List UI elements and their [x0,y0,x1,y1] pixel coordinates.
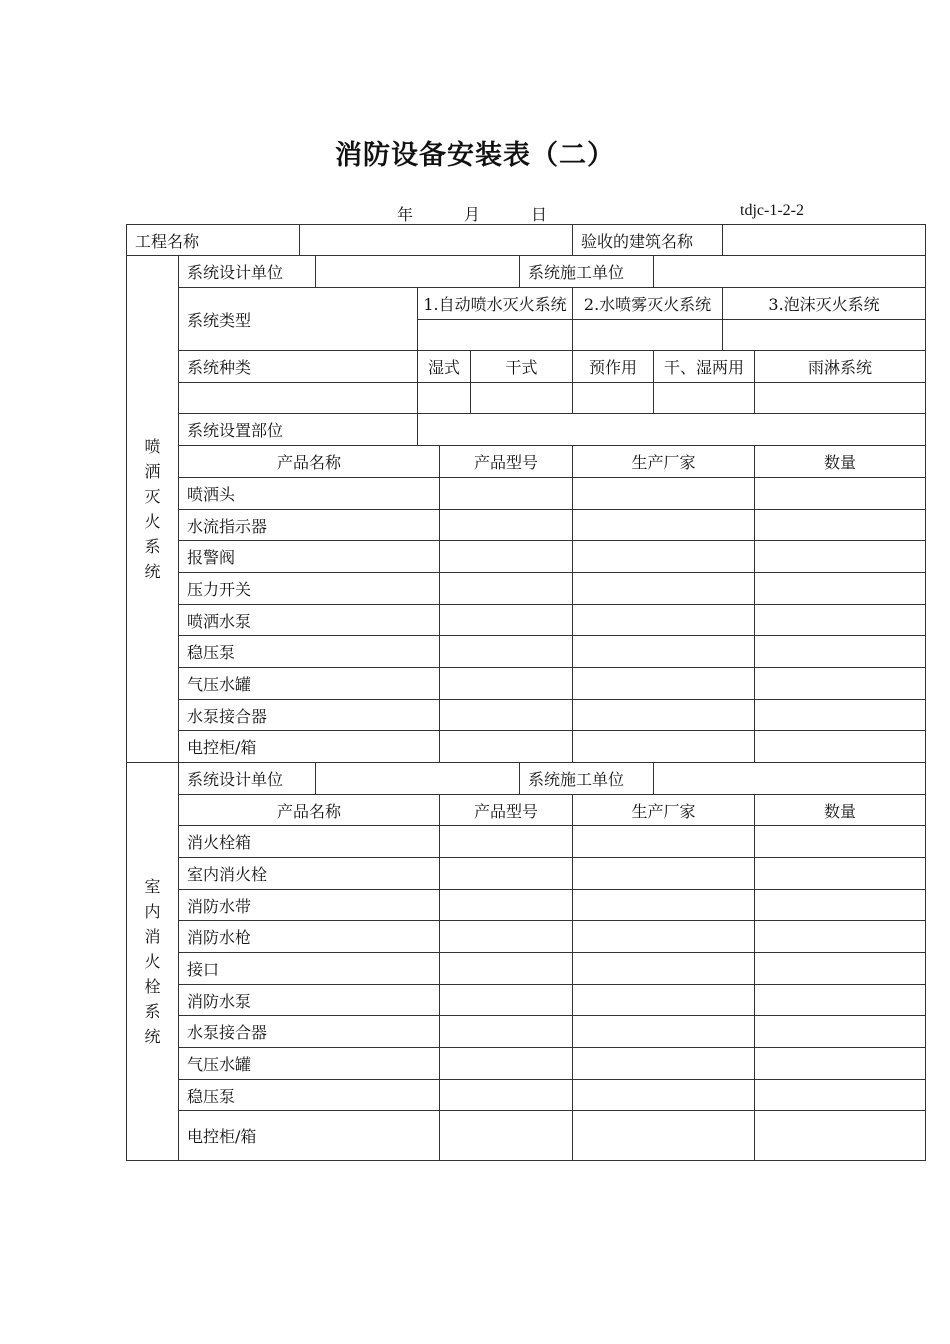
hydrant-section-label: 室内消火栓系统 [127,763,179,1161]
product-model-cell[interactable] [440,858,573,890]
quantity-cell[interactable] [755,573,926,605]
product-name-cell: 稳压泵 [179,1080,440,1111]
hydrant-design-unit-field[interactable] [316,763,520,795]
product-model-cell[interactable] [440,573,573,605]
manufacturer-cell[interactable] [573,510,755,541]
product-name-cell: 喷洒头 [179,478,440,510]
product-model-cell[interactable] [440,636,573,668]
column-header-product-model: 产品型号 [440,795,573,826]
table-row [127,1016,926,1048]
product-name-cell: 消防水泵 [179,985,440,1016]
product-name-cell: 压力开关 [179,573,440,605]
manufacturer-cell[interactable] [573,541,755,573]
table-row [127,826,926,858]
product-model-cell[interactable] [440,605,573,636]
product-name-cell: 气压水罐 [179,668,440,700]
product-model-cell[interactable] [440,1048,573,1080]
product-name-cell: 水泵接合器 [179,700,440,731]
manufacturer-cell[interactable] [573,826,755,858]
building-name-field[interactable] [723,225,926,256]
manufacturer-cell[interactable] [573,1080,755,1111]
product-model-cell[interactable] [440,890,573,921]
product-model-cell[interactable] [440,510,573,541]
product-name-cell: 气压水罐 [179,1048,440,1080]
table-row [127,921,926,953]
manufacturer-cell[interactable] [573,921,755,953]
manufacturer-cell[interactable] [573,636,755,668]
manufacturer-cell[interactable] [573,1111,755,1161]
product-model-cell[interactable] [440,700,573,731]
sprinkler-construction-unit-label: 系统施工单位 [520,256,654,288]
product-name-cell: 水流指示器 [179,510,440,541]
product-model-cell[interactable] [440,731,573,763]
product-model-cell[interactable] [440,478,573,510]
system-kind-field-deluge[interactable] [755,383,926,414]
product-name-cell: 喷洒水泵 [179,605,440,636]
product-name-cell: 报警阀 [179,541,440,573]
product-name-cell: 电控柜/箱 [179,1111,440,1161]
quantity-cell[interactable] [755,826,926,858]
product-model-cell[interactable] [440,1016,573,1048]
product-model-cell[interactable] [440,541,573,573]
quantity-cell[interactable] [755,953,926,985]
manufacturer-cell[interactable] [573,573,755,605]
manufacturer-cell[interactable] [573,1016,755,1048]
manufacturer-cell[interactable] [573,953,755,985]
column-header-manufacturer: 生产厂家 [573,446,755,478]
table-row [127,668,926,700]
column-header-manufacturer: 生产厂家 [573,795,755,826]
hydrant-construction-unit-label: 系统施工单位 [520,763,654,795]
quantity-cell[interactable] [755,478,926,510]
table-row [127,1048,926,1080]
table-row [127,731,926,763]
product-name-cell: 水泵接合器 [179,1016,440,1048]
quantity-cell[interactable] [755,921,926,953]
manufacturer-cell[interactable] [573,858,755,890]
table-row [127,573,926,605]
form-code: tdjc-1-2-2 [740,202,804,219]
page-title: 消防设备安装表（二） [335,140,615,171]
equipment-form-table [126,224,926,1161]
quantity-cell[interactable] [755,985,926,1016]
product-model-cell[interactable] [440,953,573,985]
product-name-cell: 稳压泵 [179,636,440,668]
table-row [127,1080,926,1111]
system-kind-field-preaction[interactable] [573,383,654,414]
quantity-cell[interactable] [755,890,926,921]
system-kind-deluge: 雨淋系统 [755,351,926,383]
manufacturer-cell[interactable] [573,668,755,700]
product-model-cell[interactable] [440,826,573,858]
quantity-cell[interactable] [755,605,926,636]
table-row [127,890,926,921]
product-model-cell[interactable] [440,668,573,700]
quantity-cell[interactable] [755,541,926,573]
quantity-cell[interactable] [755,700,926,731]
system-type-option-water-spray: 2.水喷雾灭火系统 [573,288,723,320]
hydrant-construction-unit-field[interactable] [654,763,926,795]
quantity-cell[interactable] [755,510,926,541]
column-header-product-name: 产品名称 [179,795,440,826]
product-name-cell: 接口 [179,953,440,985]
project-name-label: 工程名称 [127,225,300,256]
quantity-cell[interactable] [755,858,926,890]
building-name-label: 验收的建筑名称 [573,225,723,256]
system-type-field-3[interactable] [723,320,926,351]
product-name-cell: 电控柜/箱 [179,731,440,763]
manufacturer-cell[interactable] [573,890,755,921]
product-model-cell[interactable] [440,921,573,953]
table-row [127,605,926,636]
system-type-option-foam: 3.泡沫灭火系统 [723,288,926,320]
column-header-quantity: 数量 [755,795,926,826]
product-model-cell[interactable] [440,1080,573,1111]
system-type-field-2[interactable] [573,320,723,351]
table-row [127,858,926,890]
quantity-cell[interactable] [755,1111,926,1161]
column-header-product-model: 产品型号 [440,446,573,478]
product-name-cell: 消火栓箱 [179,826,440,858]
system-type-label: 系统类型 [179,288,418,351]
manufacturer-cell[interactable] [573,1048,755,1080]
project-name-field[interactable] [300,225,573,256]
sprinkler-design-unit-field[interactable] [316,256,520,288]
system-location-label: 系统设置部位 [179,414,418,446]
system-kind-label: 系统种类 [179,351,418,383]
system-type-option-auto-sprinkler: 1.自动喷水灭火系统 [418,288,573,320]
quantity-cell[interactable] [755,731,926,763]
system-kind-dual: 干、湿两用 [654,351,755,383]
manufacturer-cell[interactable] [573,731,755,763]
manufacturer-cell[interactable] [573,478,755,510]
date-year-label: 年 [397,205,414,224]
table-row [127,953,926,985]
manufacturer-cell[interactable] [573,605,755,636]
quantity-cell[interactable] [755,1016,926,1048]
quantity-cell[interactable] [755,668,926,700]
quantity-cell[interactable] [755,1048,926,1080]
column-header-quantity: 数量 [755,446,926,478]
quantity-cell[interactable] [755,1080,926,1111]
system-kind-blank-label [179,383,418,414]
column-header-product-name: 产品名称 [179,446,440,478]
system-kind-dry: 干式 [471,351,573,383]
table-row [127,636,926,668]
table-row [127,1111,926,1161]
date-day-label: 日 [531,205,548,224]
date-month-label: 月 [464,205,481,224]
table-row [127,478,926,510]
system-kind-wet: 湿式 [418,351,471,383]
product-model-cell[interactable] [440,1111,573,1161]
sprinkler-design-unit-label: 系统设计单位 [179,256,316,288]
product-name-cell: 室内消火栓 [179,858,440,890]
table-row [127,510,926,541]
product-name-cell: 消防水带 [179,890,440,921]
quantity-cell[interactable] [755,636,926,668]
product-name-cell: 消防水枪 [179,921,440,953]
system-kind-field-wet[interactable] [418,383,471,414]
system-kind-preaction: 预作用 [573,351,654,383]
manufacturer-cell[interactable] [573,985,755,1016]
system-kind-field-dual[interactable] [654,383,755,414]
sprinkler-construction-unit-field[interactable] [654,256,926,288]
table-row [127,985,926,1016]
product-model-cell[interactable] [440,985,573,1016]
table-row [127,700,926,731]
table-row [127,541,926,573]
sprinkler-section-label: 喷洒灭火系统 [127,256,179,763]
manufacturer-cell[interactable] [573,700,755,731]
system-location-field[interactable] [418,414,926,446]
system-kind-field-dry[interactable] [471,383,573,414]
system-type-field-1[interactable] [418,320,573,351]
hydrant-design-unit-label: 系统设计单位 [179,763,316,795]
